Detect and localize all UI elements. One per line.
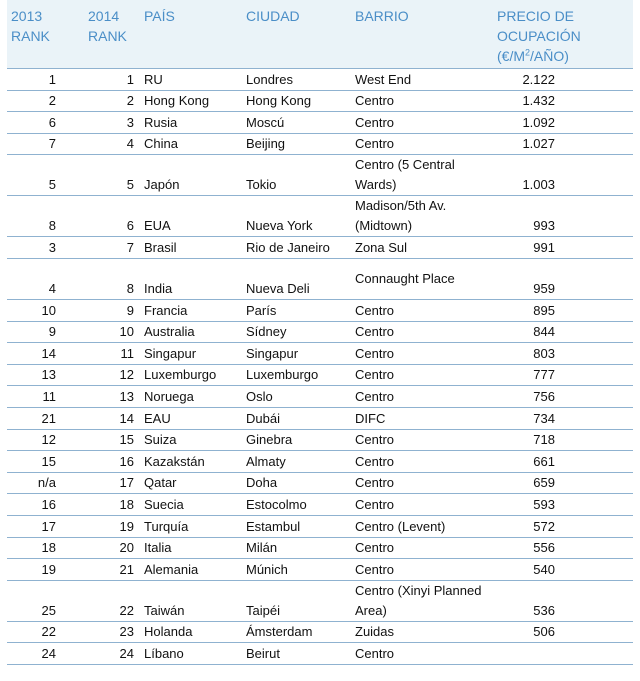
cell-ciudad: Ámsterdam [242,621,351,643]
cell-ciudad: Estocolmo [242,494,351,516]
cell-precio: 844 [493,321,633,343]
table-row [7,155,633,196]
cell-barrio: Centro (Xinyi Planned Area) [351,580,493,621]
cell-barrio: Centro (Levent) [351,515,493,537]
cell-rank-2013: 9 [7,321,62,343]
cell-rank-2014: 24 [62,643,140,665]
table-row [7,196,633,237]
cell-rank-2014: 15 [62,429,140,451]
cell-rank-2014: 21 [62,559,140,581]
cell-barrio: Centro [351,112,493,134]
table-row [7,237,633,259]
cell-pais: Australia [140,321,242,343]
cell-ciudad: Dubái [242,407,351,429]
cell-rank-2014: 1 [62,69,140,91]
table-header [7,0,633,69]
cell-rank-2014: 12 [62,364,140,386]
cell-pais: Francia [140,299,242,321]
cell-barrio: Zuidas [351,621,493,643]
table-row [7,321,633,343]
table-row [7,643,633,665]
table-row [7,537,633,559]
cell-ciudad: Nueva York [242,196,351,237]
header-barrio: BARRIO [351,0,493,69]
cell-pais: Suecia [140,494,242,516]
cell-rank-2013: 11 [7,386,62,408]
cell-rank-2014: 16 [62,451,140,473]
cell-rank-2013: 16 [7,494,62,516]
table-row [7,407,633,429]
table-row [7,515,633,537]
cell-barrio: Centro [351,451,493,473]
cell-precio: 556 [493,537,633,559]
table-row [7,386,633,408]
cell-barrio: Centro [351,299,493,321]
cell-rank-2013: 15 [7,451,62,473]
cell-pais: Turquía [140,515,242,537]
cell-rank-2013: 21 [7,407,62,429]
cell-rank-2014: 10 [62,321,140,343]
cell-ciudad: Beijing [242,133,351,155]
cell-ciudad: Londres [242,69,351,91]
cell-barrio: Centro [351,90,493,112]
cell-precio: 756 [493,386,633,408]
cell-barrio: Centro [351,643,493,665]
cell-rank-2014: 20 [62,537,140,559]
cell-precio: 1.432 [493,90,633,112]
cell-ciudad: Milán [242,537,351,559]
cell-rank-2013: 3 [7,237,62,259]
cell-pais: China [140,133,242,155]
cell-barrio: Connaught Place [351,258,493,299]
cell-pais: Suiza [140,429,242,451]
table-row [7,343,633,365]
cell-rank-2013: 10 [7,299,62,321]
header-precio-unit: $(€/M^2/AÑO)$ [497,47,569,64]
cell-rank-2013: n/a [7,472,62,494]
cell-precio: 536 [493,580,633,621]
cell-barrio: Centro [351,494,493,516]
table-row [7,133,633,155]
cell-pais: Taiwán [140,580,242,621]
cell-pais: Alemania [140,559,242,581]
cell-ciudad: Sídney [242,321,351,343]
cell-rank-2013: 8 [7,196,62,237]
cell-barrio: West End [351,69,493,91]
cell-rank-2014: 22 [62,580,140,621]
cell-rank-2013: 5 [7,155,62,196]
header-row [7,0,633,69]
table-row [7,621,633,643]
cell-barrio: Centro [351,343,493,365]
cell-barrio: Centro [351,537,493,559]
table-row [7,258,633,299]
cell-ciudad: Almaty [242,451,351,473]
header-rank-2013: 2013 RANK [7,0,62,69]
cell-ciudad: Doha [242,472,351,494]
cell-rank-2013: 4 [7,258,62,299]
cell-precio: 991 [493,237,633,259]
cell-precio: 506 [493,621,633,643]
cell-ciudad: Múnich [242,559,351,581]
cell-precio: 803 [493,343,633,365]
cell-barrio: Zona Sul [351,237,493,259]
header-precio-label: PRECIO DE OCUPACIÓN [497,8,581,44]
header-ciudad: CIUDAD [242,0,351,69]
cell-barrio: Centro [351,364,493,386]
table-row [7,472,633,494]
cell-ciudad: Beirut [242,643,351,665]
table-row [7,299,633,321]
cell-barrio: Centro [351,429,493,451]
cell-rank-2014: 19 [62,515,140,537]
cell-pais: EAU [140,407,242,429]
cell-precio: 993 [493,196,633,237]
cell-pais: Holanda [140,621,242,643]
cell-rank-2013: 24 [7,643,62,665]
table-row [7,90,633,112]
cell-rank-2014: 7 [62,237,140,259]
cell-barrio: Centro [351,472,493,494]
table-row [7,112,633,134]
cell-pais: Luxemburgo [140,364,242,386]
cell-rank-2013: 25 [7,580,62,621]
cell-ciudad: París [242,299,351,321]
cell-barrio: DIFC [351,407,493,429]
table-row [7,559,633,581]
table-body [7,69,633,665]
cell-pais: Japón [140,155,242,196]
cell-barrio: Centro [351,386,493,408]
cell-rank-2014: 9 [62,299,140,321]
cell-pais: EUA [140,196,242,237]
cell-precio: 593 [493,494,633,516]
cell-precio: 734 [493,407,633,429]
table-row [7,364,633,386]
cell-barrio: Centro (5 Central Wards) [351,155,493,196]
cell-barrio: Centro [351,133,493,155]
cell-rank-2014: 8 [62,258,140,299]
table-row [7,451,633,473]
cell-precio: 1.027 [493,133,633,155]
table-row [7,69,633,91]
header-rank-2014: 2014 RANK [62,0,140,69]
cell-pais: India [140,258,242,299]
cell-pais: Singapur [140,343,242,365]
cell-pais: RU [140,69,242,91]
cell-precio: 1.092 [493,112,633,134]
cell-ciudad: Nueva Deli [242,258,351,299]
cell-precio: 1.003 [493,155,633,196]
cell-ciudad: Hong Kong [242,90,351,112]
cell-rank-2013: 18 [7,537,62,559]
cell-ciudad: Moscú [242,112,351,134]
cell-rank-2014: 5 [62,155,140,196]
cell-precio: 959 [493,258,633,299]
header-precio [493,0,633,69]
header-pais: PAÍS [140,0,242,69]
cell-barrio: Madison/5th Av. (Midtown) [351,196,493,237]
cell-rank-2013: 22 [7,621,62,643]
cell-rank-2013: 17 [7,515,62,537]
cell-pais: Rusia [140,112,242,134]
cell-ciudad: Tokio [242,155,351,196]
cell-rank-2013: 14 [7,343,62,365]
cell-pais: Qatar [140,472,242,494]
cell-pais: Hong Kong [140,90,242,112]
cell-precio: 659 [493,472,633,494]
cell-ciudad: Rio de Janeiro [242,237,351,259]
cell-rank-2013: 13 [7,364,62,386]
cell-rank-2014: 6 [62,196,140,237]
cell-rank-2014: 14 [62,407,140,429]
cell-pais: Noruega [140,386,242,408]
cell-rank-2013: 6 [7,112,62,134]
cell-rank-2014: 2 [62,90,140,112]
cell-rank-2014: 17 [62,472,140,494]
cell-precio [493,643,633,665]
table-row [7,429,633,451]
cell-rank-2013: 19 [7,559,62,581]
cell-precio: 2.122 [493,69,633,91]
cell-ciudad: Oslo [242,386,351,408]
cell-rank-2013: 2 [7,90,62,112]
cell-precio: 540 [493,559,633,581]
cell-precio: 572 [493,515,633,537]
cell-rank-2013: 1 [7,69,62,91]
cell-rank-2014: 11 [62,343,140,365]
cell-ciudad: Ginebra [242,429,351,451]
cell-pais: Líbano [140,643,242,665]
cell-pais: Kazakstán [140,451,242,473]
cell-rank-2013: 12 [7,429,62,451]
cell-rank-2014: 18 [62,494,140,516]
cell-pais: Brasil [140,237,242,259]
ranking-table [7,0,633,665]
table-row [7,494,633,516]
cell-precio: 718 [493,429,633,451]
cell-ciudad: Singapur [242,343,351,365]
cell-rank-2014: 13 [62,386,140,408]
cell-ciudad: Taipéi [242,580,351,621]
cell-pais: Italia [140,537,242,559]
cell-rank-2013: 7 [7,133,62,155]
cell-precio: 895 [493,299,633,321]
cell-ciudad: Luxemburgo [242,364,351,386]
cell-precio: 777 [493,364,633,386]
cell-barrio: Centro [351,321,493,343]
cell-barrio: Centro [351,559,493,581]
cell-rank-2014: 3 [62,112,140,134]
cell-precio: 661 [493,451,633,473]
cell-rank-2014: 23 [62,621,140,643]
table-row [7,580,633,621]
cell-ciudad: Estambul [242,515,351,537]
cell-rank-2014: 4 [62,133,140,155]
